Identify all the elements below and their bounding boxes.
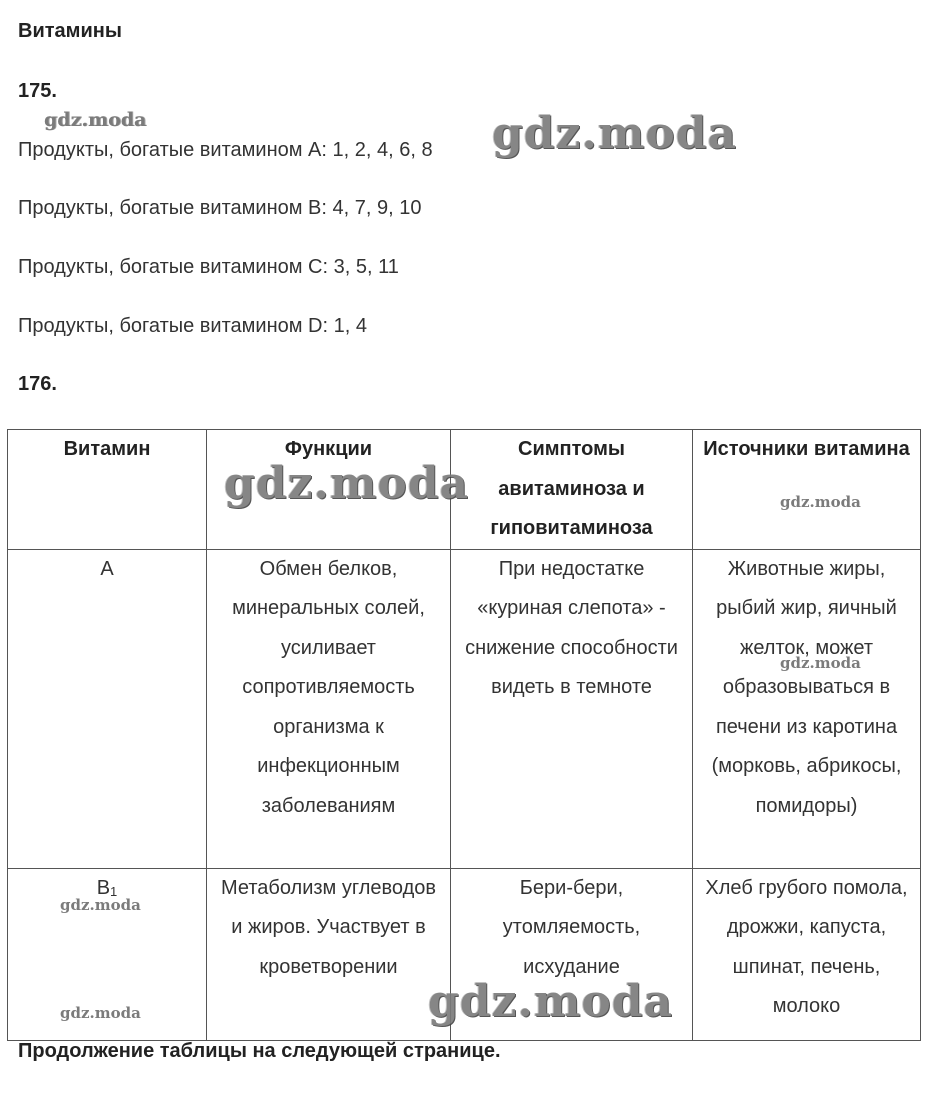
page-title: Витамины (18, 20, 122, 42)
watermark-logo: gdz.moda (492, 108, 738, 159)
cell-vitamin (8, 868, 207, 1040)
watermark-logo: gdz.moda (60, 896, 141, 914)
task-176-number: 176. (18, 373, 57, 395)
vitamin-name: В (96, 876, 111, 899)
header-vitamin: Витамин (8, 430, 207, 550)
header-functions: Функции (207, 430, 451, 550)
vitamin-c-products-line: Продукты, богатые витамином С: 3, 5, 11 (18, 256, 399, 278)
continuation-note: Продолжение таблицы на следующей странице. (18, 1040, 501, 1062)
watermark-logo: gdz.moda (428, 976, 674, 1027)
cell-symptoms: При недостатке «куриная слепота» - снижение способности видеть в темноте (451, 549, 693, 868)
vitamin-name: А (100, 557, 114, 580)
watermark-logo: gdz.moda (224, 458, 470, 509)
cell-sources: Животные жиры, рыбий жир, яичный желток, может образовываться в печени из каротина (морковь, абрикосы, помидоры) (693, 549, 921, 868)
header-sources: Источники витамина (693, 430, 921, 550)
vitamin-a-products-line: Продукты, богатые витамином А: 1, 2, 4, 6, 8 (18, 139, 433, 161)
watermark-logo: gdz.moda (780, 654, 861, 672)
watermark-logo: gdz.moda (780, 493, 861, 511)
cell-functions: Метаболизм углеводов и жиров. Участвует в кроветворении (207, 868, 451, 1040)
vitamin-index: 1 (110, 883, 118, 899)
vitamin-b-products-line: Продукты, богатые витамином В: 4, 7, 9, 10 (18, 197, 422, 219)
header-symptoms: Симптомы авитаминоза и гиповитаминоза (451, 430, 693, 550)
vitamin-d-products-line: Продукты, богатые витамином D: 1, 4 (18, 315, 367, 337)
cell-symptoms: Бери-бери, утомляемость, исхудание (451, 868, 693, 1040)
watermark-logo: gdz.moda (60, 1004, 141, 1022)
table-row (8, 868, 921, 1040)
cell-sources: Хлеб грубого помола, дрожжи, капуста, шпинат, печень, молоко (693, 868, 921, 1040)
table-header-row (8, 430, 921, 550)
task-175-number: 175. (18, 80, 57, 102)
watermark-logo: gdz.moda (44, 109, 147, 131)
cell-vitamin (8, 549, 207, 868)
cell-functions: Обмен белков, минеральных солей, усиливает сопротивляемость организма к инфекционным заболеваниям (207, 549, 451, 868)
vitamins-table (7, 429, 921, 1041)
table-row (8, 549, 921, 868)
